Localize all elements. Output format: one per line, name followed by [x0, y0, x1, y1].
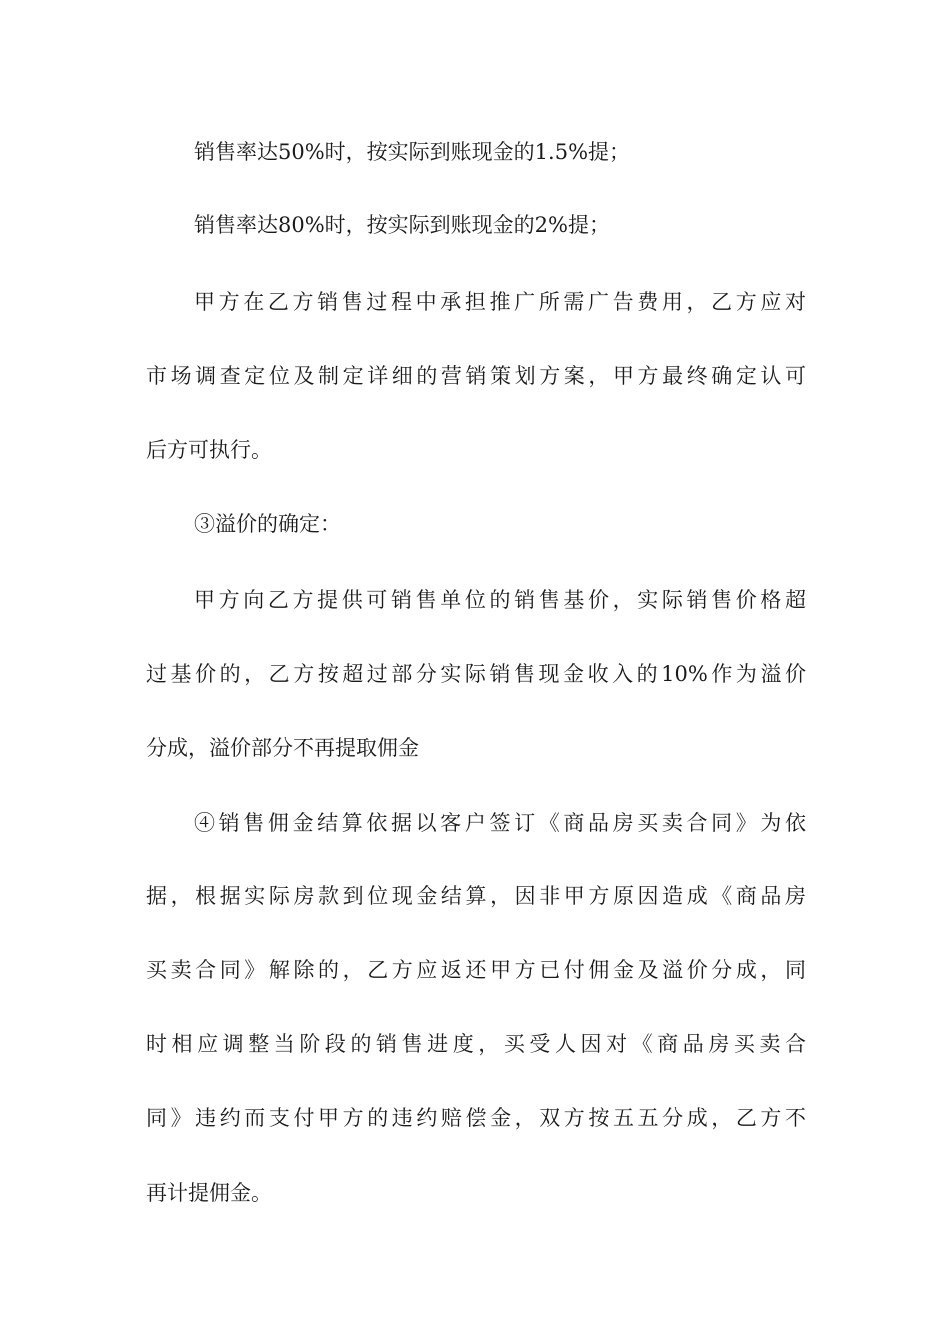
text-line-9: 分成，溢价部分不再提取佣金: [146, 736, 419, 760]
text-line-11: 据，根据实际房款到位现金结算，因非甲方原因造成《商品房: [146, 884, 806, 908]
text-line-7: 甲方向乙方提供可销售单位的销售基价，实际销售价格超: [194, 588, 806, 612]
text-line-4: 市场调查定位及制定详细的营销策划方案，甲方最终确定认可: [146, 364, 806, 388]
text-line-5: 后方可执行。: [146, 438, 272, 462]
section-heading-premium: ③溢价的确定：: [194, 512, 341, 536]
text-line-14: 同》违约而支付甲方的违约赔偿金，双方按五五分成，乙方不: [146, 1106, 806, 1130]
text-line-2: 销售率达80%时，按实际到账现金的2%提；: [194, 213, 610, 237]
text-line-8: 过基价的，乙方按超过部分实际销售现金收入的10%作为溢价: [146, 662, 806, 686]
text-line-1: 销售率达50%时，按实际到账现金的1.5%提；: [194, 140, 631, 164]
text-line-12: 买卖合同》解除的，乙方应返还甲方已付佣金及溢价分成，同: [146, 958, 806, 982]
text-line-13: 时相应调整当阶段的销售进度，买受人因对《商品房买卖合: [146, 1032, 806, 1056]
text-line-3: 甲方在乙方销售过程中承担推广所需广告费用，乙方应对: [194, 290, 806, 314]
text-line-15: 再计提佣金。: [146, 1181, 272, 1205]
text-line-10: ④销售佣金结算依据以客户签订《商品房买卖合同》为依: [194, 811, 806, 835]
